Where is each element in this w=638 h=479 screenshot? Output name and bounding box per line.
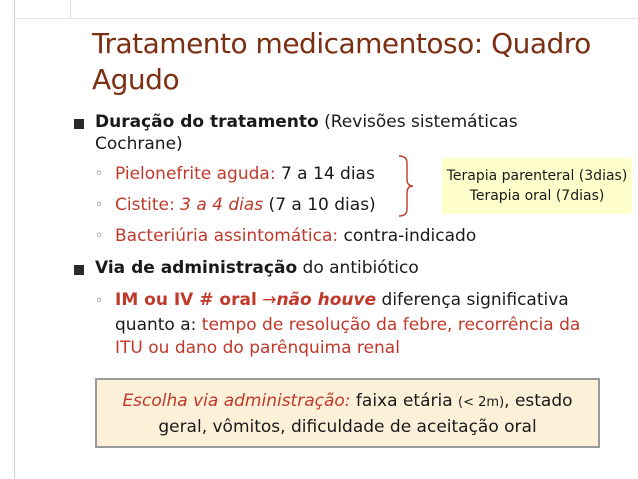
terapia-line2: Terapia oral (7dias) [469,188,605,204]
note-label: Escolha via administração: [122,391,351,411]
frame-divider [70,0,71,18]
bacteriuria-label: Bacteriúria assintomática: [115,226,339,246]
duracao-heading: Duração do tratamento [95,112,319,132]
note-text2: , estado [504,391,573,411]
slide-title: Tratamento medicamentoso: Quadro Agudo [92,27,591,96]
bacteriuria-line [115,225,476,247]
frame-divider [14,0,15,479]
bullet-icon [74,119,84,129]
note-age: (< 2m) [458,395,505,410]
sub-bullet-icon: ◦ [95,166,104,182]
cistite-label: Cistite: [115,195,175,215]
sub-bullet-icon: ◦ [95,197,104,213]
nao-houve: não houve [276,290,377,310]
tempo-text: tempo de resolução da febre, recorrência da [196,315,581,335]
cistite-line [115,194,376,216]
via-line [95,257,419,279]
im-line [115,289,569,311]
frame-divider [14,18,638,19]
via-heading: Via de administração [95,258,298,278]
right-brace-icon [398,155,414,217]
pielo-label: Pielonefrite aguda: [115,164,276,184]
note-line2: geral, vômitos, dificuldade de aceitação oral [158,417,537,437]
cistite-italic: 3 a 4 dias [174,195,264,215]
quanto-line [115,314,580,336]
bullet-icon [74,265,84,275]
quanto-label: quanto a: [115,315,197,335]
sub-bullet-icon: ◦ [95,228,104,244]
duracao-line2: Cochrane) [95,134,183,154]
via-rest: do antibiótico [297,258,419,278]
bacteriuria-value: contra-indicado [338,226,477,246]
itu-line: ITU ou dano do parênquima renal [115,338,400,358]
note-line1 [97,389,598,415]
terapia-box [442,158,632,214]
pielo-line [115,163,375,185]
sub-bullet-icon: ◦ [95,293,104,309]
note-text1: faixa etária [350,391,459,411]
pielo-value: 7 a 14 dias [275,164,375,184]
duracao-line [95,111,518,133]
im-label: IM ou IV # oral [115,290,257,310]
cistite-rest: (7 a 10 dias) [263,195,376,215]
arrow-text: → [256,290,277,310]
terapia-line1: Terapia parenteral (3dias) [446,168,628,184]
note-box [95,378,600,448]
duracao-rest: (Revisões sistemáticas [318,112,518,132]
diferenca: diferença significativa [376,290,569,310]
